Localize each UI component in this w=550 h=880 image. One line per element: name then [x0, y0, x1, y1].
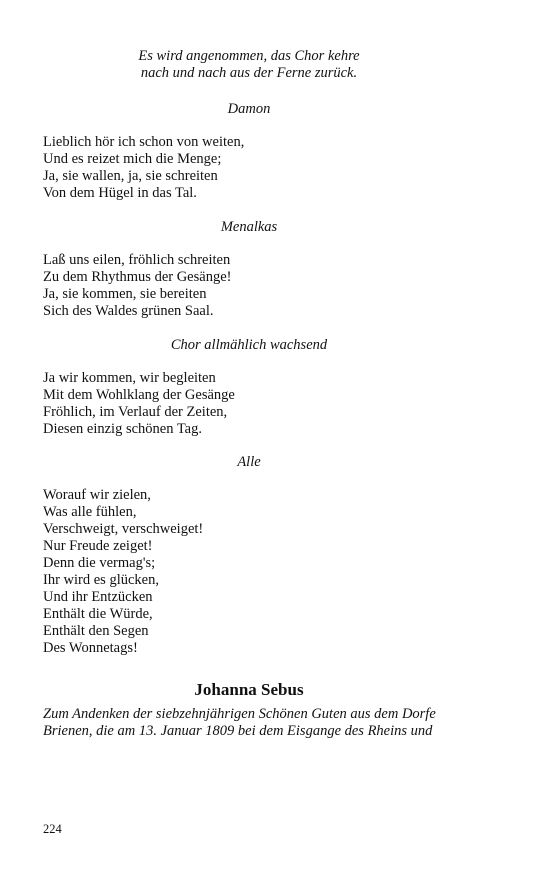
verse-line: Und ihr Entzücken: [43, 589, 153, 605]
stanza: [43, 134, 503, 202]
verse-line: Mit dem Wohlklang der Gesänge: [43, 387, 235, 403]
speaker-heading: Menalkas: [220, 219, 278, 235]
stage-direction: [43, 48, 455, 82]
dedication: [43, 706, 513, 740]
stanza: [43, 487, 503, 657]
stage-direction-line: Es wird angenommen, das Chor kehre: [138, 48, 360, 64]
stanza: [43, 252, 503, 320]
poem-title: Johanna Sebus: [194, 680, 304, 699]
dedication-line: Brienen, die am 13. Januar 1809 bei dem Eisgange des Rheins und: [43, 723, 433, 739]
verse-line: Lieblich hör ich schon von weiten,: [43, 134, 245, 150]
verse-line: Ja, sie kommen, sie bereiten: [43, 286, 207, 302]
verse-line: Ja, sie wallen, ja, sie schreiten: [43, 168, 218, 184]
speaker-heading: Chor allmählich wachsend: [170, 337, 328, 353]
speaker-heading: Alle: [237, 454, 261, 470]
verse-line: Was alle fühlen,: [43, 504, 137, 520]
speaker-heading: Damon: [227, 101, 271, 117]
verse-line: Diesen einzig schönen Tag.: [43, 421, 202, 437]
verse-line: Sich des Waldes grünen Saal.: [43, 303, 214, 319]
verse-line: Von dem Hügel in das Tal.: [43, 185, 197, 201]
verse-line: Worauf wir zielen,: [43, 487, 151, 503]
verse-line: Enthält die Würde,: [43, 606, 153, 622]
verse-line: Laß uns eilen, fröhlich schreiten: [43, 252, 231, 268]
stanza: [43, 370, 503, 438]
verse-line: Und es reizet mich die Menge;: [43, 151, 222, 167]
stage-direction-line: nach und nach aus der Ferne zurück.: [140, 65, 358, 81]
verse-line: Ja wir kommen, wir begleiten: [43, 370, 216, 386]
verse-line: Ihr wird es glücken,: [43, 572, 159, 588]
dedication-line: Zum Andenken der siebzehnjährigen Schönen Guten aus dem Dorfe: [43, 706, 436, 722]
verse-line: Des Wonnetags!: [43, 640, 138, 656]
verse-line: Nur Freude zeiget!: [43, 538, 153, 554]
page-number: 224: [43, 822, 62, 836]
verse-line: Zu dem Rhythmus der Gesänge!: [43, 269, 232, 285]
verse-line: Fröhlich, im Verlauf der Zeiten,: [43, 404, 228, 420]
verse-line: Denn die vermag's;: [43, 555, 156, 571]
verse-line: Verschweigt, verschweiget!: [43, 521, 204, 537]
verse-line: Enthält den Segen: [43, 623, 149, 639]
